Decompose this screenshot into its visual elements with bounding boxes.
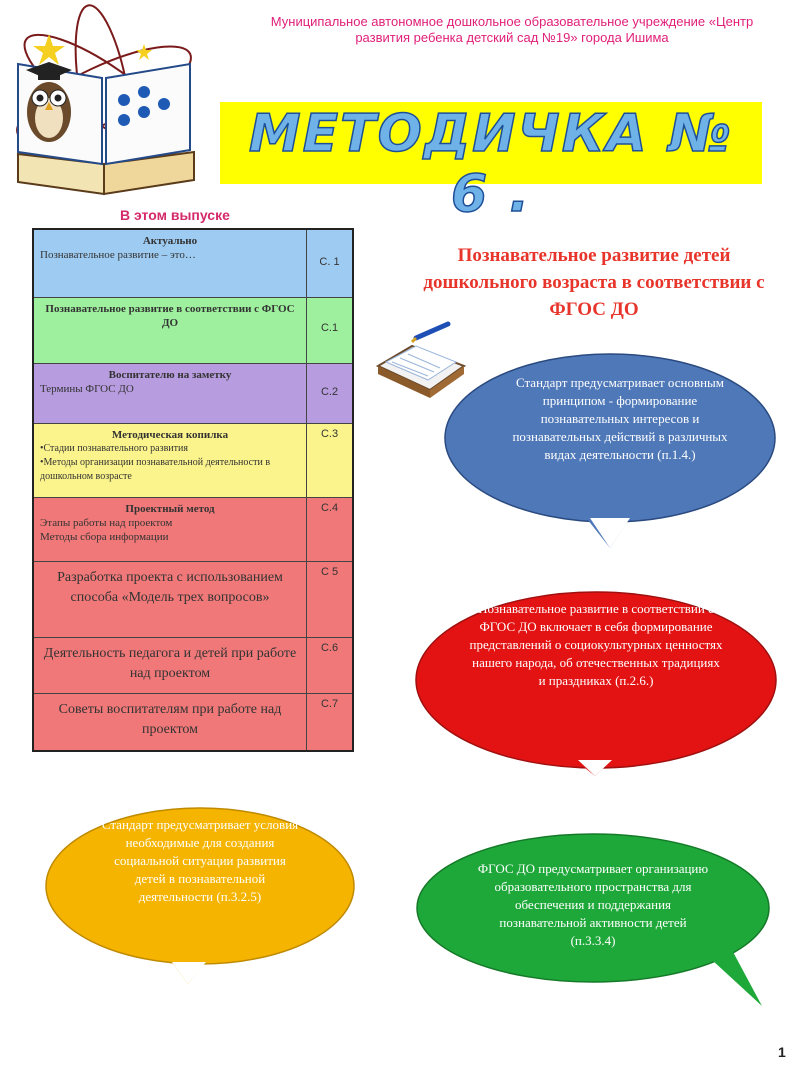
toc-page: С.6 [320, 642, 339, 654]
toc-line: •Стадии познавательного развития [40, 443, 188, 454]
toc-heading: Методическая копилка [111, 429, 229, 441]
toc-heading: Воспитателю на заметку [108, 369, 232, 381]
toc-line: Термины ФГОС ДО [40, 383, 134, 395]
toc-line: Познавательное развитие – это… [40, 249, 196, 261]
toc-page: С 5 [320, 566, 339, 578]
toc-page: С.4 [320, 502, 339, 514]
toc-row [34, 230, 352, 298]
toc-row [34, 694, 352, 750]
toc-row [34, 638, 352, 694]
toc-page: С. 1 [319, 256, 340, 268]
toc-page: С.3 [320, 428, 339, 440]
orange-bubble-text: Стандарт предусматривает условия необходимые для создания социальной ситуации развития детей в познавательной деятельности (п.3.2.5) [101, 817, 299, 904]
toc-row [34, 498, 352, 562]
toc-row [34, 424, 352, 498]
red-bubble-text: Познавательное развитие в соответствии с ФГОС ДО включает в себя формирование представлений о социокультурных ценностях нашего народа, об отечественных традициях и праздниках (п.2.6.) [469, 601, 723, 688]
toc-line: Деятельность педагога и детей при работе над проектом [34, 638, 307, 693]
toc-row [34, 364, 352, 424]
toc-heading: Познавательное развитие в соответствии с ФГОС ДО [45, 303, 295, 329]
toc-row [34, 562, 352, 638]
toc-page: С.1 [320, 322, 339, 334]
toc-line: •Методы организации познавательной деятельности в дошкольном возрасте [40, 457, 271, 482]
table-of-contents [32, 228, 354, 752]
organization-name: Муниципальное автономное дошкольное образовательное учреждение «Центр развития ребенка детский сад №19» города Ишима [270, 14, 754, 45]
toc-line: Советы воспитателям при работе над проектом [34, 694, 307, 750]
blue-bubble-text: Стандарт предусматривает основным принципом - формирование познавательных интересов и познавательных действий в различных видах деятельности (п.1.4.) [512, 375, 728, 462]
owl-book-logo-icon [4, 4, 204, 204]
toc-line: Разработка проекта с использованием способа «Модель трех вопросов» [34, 562, 307, 637]
toc-page: С.7 [320, 698, 339, 710]
page-number: 1 [778, 1044, 786, 1060]
toc-row [34, 298, 352, 364]
toc-heading: Актуально [142, 235, 198, 247]
toc-line: Этапы работы над проектом [40, 517, 173, 529]
section-title: Познавательное развитие детей дошкольного возраста в соответствии с ФГОС ДО [423, 245, 765, 320]
toc-heading: Проектный метод [125, 503, 215, 515]
green-bubble-text: ФГОС ДО предусматривает организацию образовательного пространства для обеспечения и поддержания познавательной активности детей (п.3.3.4) [477, 861, 709, 948]
toc-line: Методы сбора информации [40, 531, 169, 543]
issue-label: В этом выпуске [120, 207, 230, 223]
toc-page: С.2 [320, 386, 339, 398]
page-title: МЕТОДИЧКА № 6 . [248, 104, 734, 224]
